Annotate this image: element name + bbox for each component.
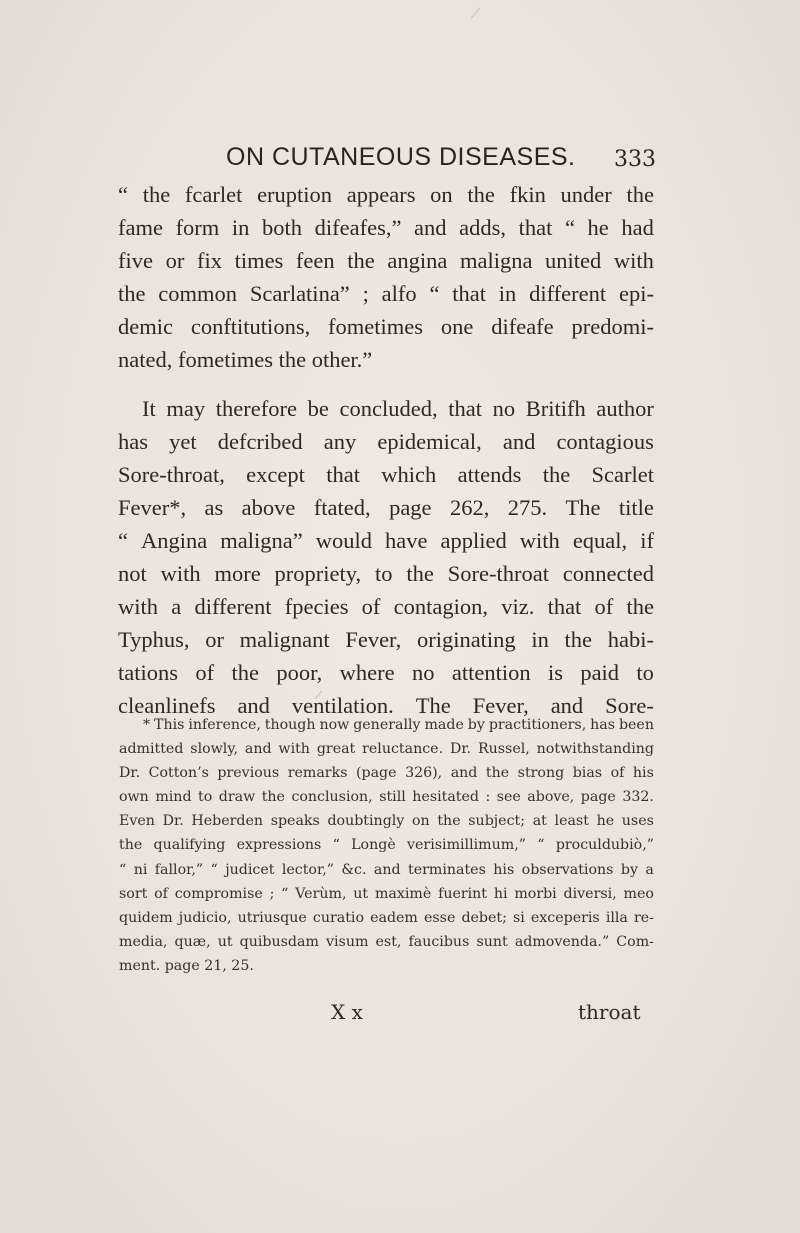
text-line: It may therefore be concluded, that no Britifh author: [142, 396, 654, 421]
footnote-line: admitted slowly, and with great reluctance. Dr. Russel, notwithstanding: [119, 741, 654, 758]
text-line: Fever*, as above ftated, page 262, 275. The title: [118, 495, 654, 520]
text-line: with a different fpecies of contagion, viz. that of the: [118, 594, 654, 619]
footnote-line: own mind to draw the conclusion, still hesitated : see above, page 332.: [119, 789, 654, 806]
text-line: tations of the poor, where no attention is paid to: [118, 660, 654, 685]
paper-speck: [471, 7, 481, 18]
text-line: demic conftitutions, fometimes one difeafe predomi-: [118, 314, 654, 339]
footnote-line: * This inference, though now generally made by practitioners, has been: [143, 717, 654, 733]
page-number: 333: [614, 147, 656, 172]
page-header: [226, 143, 656, 177]
footnote-line: the qualifying expressions “ Longè verisimillimum,” “ proculdubiò,”: [119, 837, 654, 854]
footnote-line: ment. page 21, 25.: [119, 957, 254, 974]
main-text: [118, 178, 654, 722]
text-line: fame form in both difeafes,” and adds, that “ he had: [118, 215, 654, 240]
text-line: “ Angina maligna” would have applied with equal, if: [118, 528, 654, 553]
text-line: has yet defcribed any epidemical, and contagious: [118, 429, 654, 454]
text-line: “ the fcarlet eruption appears on the fkin under the: [118, 182, 654, 207]
text-line: the common Scarlatina” ; alfo “ that in different epi-: [118, 281, 654, 306]
signature-mark: X x: [331, 1000, 363, 1024]
running-head: ON CUTANEOUS DISEASES.: [226, 143, 576, 171]
text-line: cleanlinefs and ventilation. The Fever, and Sore-: [118, 693, 654, 718]
catchword: throat: [578, 1000, 641, 1024]
text-line: not with more propriety, to the Sore-throat connected: [118, 561, 654, 586]
footnote-line: Dr. Cotton’s previous remarks (page 326), and the strong bias of his: [119, 765, 654, 782]
footnote: [119, 713, 654, 978]
text-line: Typhus, or malignant Fever, originating in the habi-: [118, 627, 654, 652]
text-line: nated, fometimes the other.”: [118, 347, 373, 372]
footnote-line: quidem judicio, utriusque curatio eadem esse debet; si exceperis illa re-: [119, 909, 654, 926]
text-line: Sore-throat, except that which attends the Scarlet: [118, 462, 654, 487]
footnote-line: sort of compromise ; “ Verùm, ut maximè fuerint hi morbi diversi, meo: [119, 885, 654, 902]
footnote-line: Even Dr. Heberden speaks doubtingly on the subject; at least he uses: [119, 813, 654, 830]
footnote-line: media, quæ, ut quibusdam visum est, faucibus sunt admovenda.” Com-: [119, 933, 654, 950]
text-line: five or fix times feen the angina maligna united with: [118, 248, 654, 273]
footnote-line: “ ni fallor,” “ judicet lector,” &c. and terminates his observations by a: [119, 861, 654, 878]
